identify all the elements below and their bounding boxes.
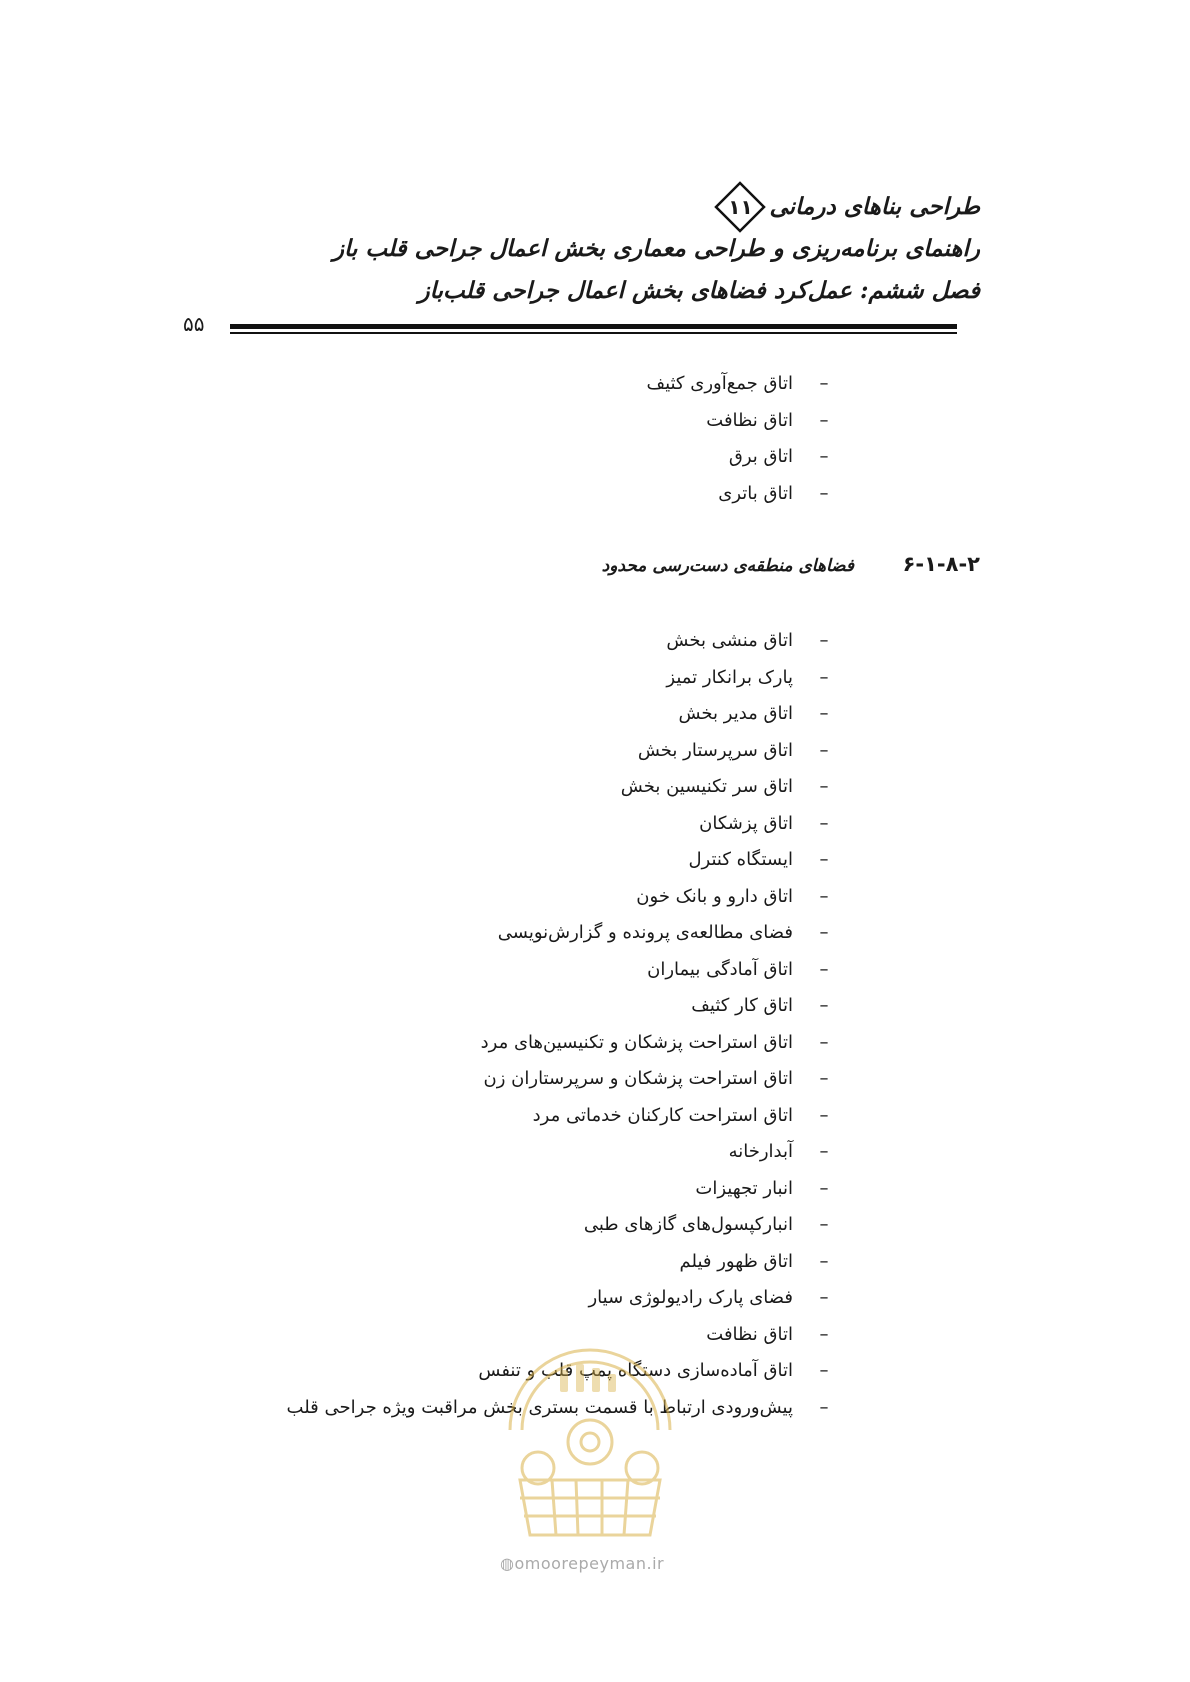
page-header: [333, 186, 980, 312]
list-item-text: اتاق جمع‌آوری کثیف: [646, 373, 793, 394]
dash-bullet-icon: –: [819, 1323, 829, 1345]
list-item-text: انبارکپسول‌های گازهای طبی: [583, 1214, 793, 1235]
list-item-text: اتاق سرپرستار بخش: [637, 739, 793, 761]
list-item-text: اتاق پزشکان: [699, 812, 793, 834]
list-item-text: اتاق نظافت: [706, 1323, 793, 1345]
series-line: [333, 186, 980, 228]
dash-bullet-icon: –: [819, 1360, 829, 1381]
dash-bullet-icon: –: [819, 409, 829, 431]
list-item-text: ایستگاه کنترل: [688, 849, 793, 870]
chapter-title: فصل ششم: عمل‌کرد فضاهای بخش اعمال جراحی قلب‌باز: [418, 277, 980, 304]
list-item-text: پیش‌ورودی ارتباط با قسمت بستری بخش مراقبت ویژه جراحی قلب: [286, 1396, 793, 1418]
list-item: [287, 1244, 835, 1281]
dash-bullet-icon: –: [819, 1287, 829, 1308]
list-item: [287, 806, 835, 843]
list-item: [287, 1098, 835, 1135]
dash-bullet-icon: –: [819, 1250, 829, 1272]
list-item: [287, 696, 835, 733]
header-rule-thin: [230, 332, 957, 334]
series-title: طراحی بناهای درمانی: [769, 193, 980, 220]
dash-bullet-icon: –: [819, 1214, 829, 1235]
dash-bullet-icon: –: [819, 922, 829, 943]
watermark-seal-icon: [490, 1330, 690, 1550]
list-item: [287, 1025, 835, 1062]
list-item: [287, 1207, 835, 1244]
dash-bullet-icon: –: [819, 1396, 829, 1418]
list-item: [287, 842, 835, 879]
list-item: [287, 769, 835, 806]
list-item: [287, 1061, 835, 1098]
list-item: [287, 952, 835, 989]
dash-bullet-icon: –: [819, 482, 829, 504]
space-list-a: [646, 366, 835, 512]
list-item-text: اتاق استراحت پزشکان و سرپرستاران زن: [483, 1068, 793, 1089]
list-item-text: اتاق برق: [728, 446, 793, 467]
header-rule-thick: [230, 324, 957, 329]
list-item-text: پارک برانکار تمیز: [666, 666, 793, 688]
dash-bullet-icon: –: [819, 1068, 829, 1089]
list-item-text: اتاق نظافت: [706, 409, 793, 431]
dash-bullet-icon: –: [819, 446, 829, 467]
list-item-text: اتاق باتری: [718, 482, 793, 504]
dash-bullet-icon: –: [819, 776, 829, 797]
list-item: [287, 623, 835, 660]
book-title: راهنمای برنامه‌ریزی و طراحی معماری بخش اعمال جراحی قلب باز: [332, 235, 980, 262]
list-item-text: اتاق آمادگی بیماران: [647, 958, 793, 980]
list-item-text: اتاق مدیر بخش: [678, 703, 793, 724]
list-item: [287, 1134, 835, 1171]
list-item: [287, 988, 835, 1025]
list-item-text: فضای پارک رادیولوژی سیار: [588, 1287, 793, 1308]
dash-bullet-icon: –: [819, 1031, 829, 1053]
dash-bullet-icon: –: [819, 958, 829, 980]
series-number-badge: [713, 180, 767, 234]
dash-bullet-icon: –: [819, 373, 829, 394]
dash-bullet-icon: –: [819, 666, 829, 688]
list-item: [646, 476, 835, 513]
globe-icon: ◍: [500, 1554, 515, 1573]
list-item-text: اتاق منشی بخش: [666, 630, 793, 651]
page-number: ۵۵: [183, 312, 205, 336]
list-item-text: فضای مطالعه‌ی پرونده و گزارش‌نویسی: [497, 922, 793, 943]
list-item-text: اتاق استراحت پزشکان و تکنیسین‌های مرد: [480, 1031, 793, 1053]
list-item: [287, 660, 835, 697]
watermark-site: ◍omoorepeyman.ir: [500, 1554, 665, 1573]
list-item: [646, 403, 835, 440]
dash-bullet-icon: –: [819, 812, 829, 834]
dash-bullet-icon: –: [819, 1104, 829, 1126]
list-item: [287, 879, 835, 916]
list-item-text: انبار تجهیزات: [695, 1177, 793, 1199]
dash-bullet-icon: –: [819, 1141, 829, 1162]
list-item-text: اتاق آماده‌سازی دستگاه پمپ قلب و تنفس: [478, 1360, 793, 1381]
list-item: [287, 1280, 835, 1317]
list-item: [287, 915, 835, 952]
dash-bullet-icon: –: [819, 995, 829, 1016]
dash-bullet-icon: –: [819, 630, 829, 651]
list-item: [646, 366, 835, 403]
list-item-text: اتاق دارو و بانک خون: [636, 885, 793, 907]
dash-bullet-icon: –: [819, 1177, 829, 1199]
section-heading: [602, 552, 980, 576]
section-title: فضاهای منطقه‌ی دست‌رسی محدود: [601, 556, 854, 576]
list-item-text: اتاق کار کثیف: [691, 995, 793, 1016]
list-item: [287, 733, 835, 770]
space-list-b: [287, 623, 835, 1426]
list-item: [287, 1171, 835, 1208]
list-item-text: اتاق سر تکنیسین بخش: [620, 776, 793, 797]
section-number: ۶-۱-۸-۲: [902, 552, 980, 576]
dash-bullet-icon: –: [819, 885, 829, 907]
dash-bullet-icon: –: [819, 849, 829, 870]
list-item-text: آبدارخانه: [728, 1141, 793, 1162]
list-item-text: اتاق ظهور فیلم: [679, 1250, 793, 1272]
dash-bullet-icon: –: [819, 703, 829, 724]
dash-bullet-icon: –: [819, 739, 829, 761]
list-item: [646, 439, 835, 476]
series-number: ۱۱: [728, 195, 753, 219]
list-item-text: اتاق استراحت کارکنان خدماتی مرد: [532, 1104, 793, 1126]
